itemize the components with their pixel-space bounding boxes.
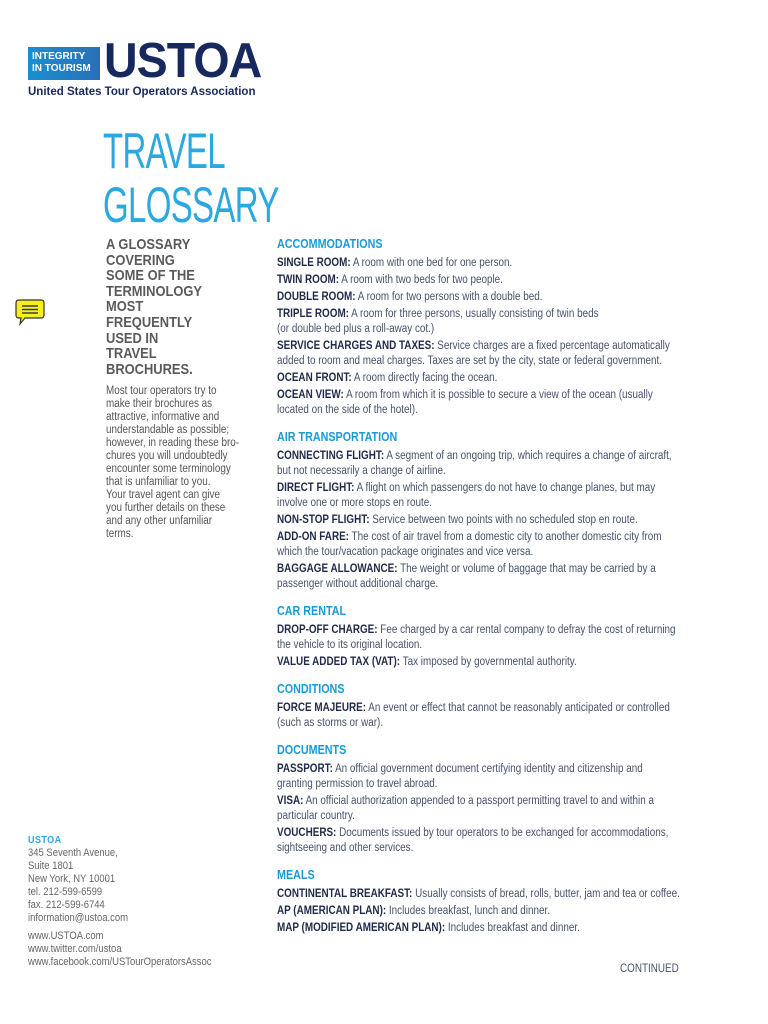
entry-term: NON-STOP FLIGHT: — [277, 514, 370, 526]
glossary-entry — [277, 481, 724, 511]
glossary-section — [277, 236, 724, 418]
glossary-section — [277, 867, 724, 936]
section-heading: DOCUMENTS — [277, 743, 347, 757]
entry-definition: The cost of air travel from a domestic city to another domestic city from which the tour/vacation package originates and vice versa. — [277, 531, 662, 558]
glossary-sections — [277, 236, 724, 947]
entry-definition: Service between two points with no scheduled stop en route. — [369, 514, 638, 526]
continued-label: CONTINUED — [620, 963, 679, 975]
entry-term: VOUCHERS: — [277, 827, 337, 839]
glossary-entry — [277, 449, 724, 479]
entry-term: PASSPORT: — [277, 763, 333, 775]
page-title: TRAVEL GLOSSARY — [103, 123, 279, 233]
entry-term: MAP (MODIFIED AMERICAN PLAN): — [277, 922, 446, 934]
entry-term: OCEAN VIEW: — [277, 389, 344, 401]
glossary-entry — [277, 921, 724, 936]
entry-definition: A room directly facing the ocean. — [351, 372, 498, 384]
entry-term: VALUE ADDED TAX (VAT): — [277, 656, 401, 668]
glossary-entry — [277, 655, 724, 670]
glossary-entry — [277, 887, 724, 902]
glossary-entry — [277, 623, 724, 653]
website-link[interactable]: www.USTOA.com — [28, 930, 104, 942]
entry-definition: A room with two beds for two people. — [339, 274, 503, 286]
logo-wordmark: USTOA — [104, 34, 262, 88]
entry-definition: Includes breakfast and dinner. — [445, 922, 580, 934]
email-link[interactable]: information@ustoa.com — [28, 912, 129, 924]
entry-term: DOUBLE ROOM: — [277, 291, 356, 303]
address-line: New York, NY 10001 — [28, 873, 116, 885]
glossary-entry — [277, 762, 724, 792]
entry-term: VISA: — [277, 795, 304, 807]
entry-definition: Documents issued by tour operators to be exchanged for accommodations, sightseeing and other services. — [277, 827, 669, 854]
entry-definition: Tax imposed by governmental authority. — [400, 656, 577, 668]
entry-term: AP (AMERICAN PLAN): — [277, 905, 387, 917]
entry-term: FORCE MAJEURE: — [277, 702, 367, 714]
glossary-section — [277, 742, 724, 856]
entry-term: CONTINENTAL BREAKFAST: — [277, 888, 413, 900]
glossary-section — [277, 429, 724, 592]
entry-definition: An event or effect that cannot be reasonably anticipated or controlled (such as storms or war). — [277, 702, 670, 729]
entry-definition: Service charges are a fixed percentage automatically added to room and meal charges. Taxes are set by the city, state or federal government. — [277, 340, 670, 367]
glossary-section — [277, 681, 724, 731]
entry-definition: Usually consists of bread, rolls, butter, jam and tea or coffee. — [412, 888, 680, 900]
intro-body: Most tour operators try to make their brochures as attractive, informative and understandable as possible; however, in reading these bro- chures you will undoubtedly encounter some terminology that is unfamiliar to you. Your travel agent can give you further details on these and any other unfamiliar terms. — [106, 385, 240, 540]
glossary-entry — [277, 290, 724, 305]
section-heading: CONDITIONS — [277, 682, 345, 696]
entry-term: TWIN ROOM: — [277, 274, 340, 286]
section-heading: AIR TRANSPORTATION — [277, 430, 398, 444]
glossary-entry — [277, 256, 724, 271]
entry-definition: A flight on which passengers do not have to change planes, but may involve one or more stops en route. — [277, 482, 656, 509]
logo-badge-line2: IN TOURISM — [32, 63, 91, 74]
glossary-entry — [277, 530, 724, 560]
glossary-entry — [277, 273, 724, 288]
address-line: 345 Seventh Avenue, — [28, 847, 118, 859]
phone: tel. 212-599-6599 — [28, 886, 103, 898]
intro-heading: A GLOSSARY COVERING SOME OF THE TERMINOLOGY MOST FREQUENTLY USED IN TRAVEL BROCHURES. — [106, 236, 203, 378]
glossary-section — [277, 603, 724, 670]
logo-subtitle: United States Tour Operators Association — [28, 86, 256, 98]
glossary-entry — [277, 794, 724, 824]
glossary-entry — [277, 388, 724, 418]
glossary-entry — [277, 701, 724, 731]
glossary-entry — [277, 339, 724, 369]
glossary-entry — [277, 307, 724, 337]
address-line: Suite 1801 — [28, 860, 74, 872]
entry-term: DROP-OFF CHARGE: — [277, 624, 378, 636]
entry-definition: A segment of an ongoing trip, which requires a change of aircraft, but not necessarily a change of airline. — [277, 450, 672, 477]
entry-term: TRIPLE ROOM: — [277, 308, 349, 320]
entry-definition: A room for two persons with a double bed. — [355, 291, 543, 303]
entry-definition: The weight or volume of baggage that may be carried by a passenger without additional charge. — [277, 563, 656, 590]
entry-definition: Includes breakfast, lunch and dinner. — [386, 905, 550, 917]
entry-term: OCEAN FRONT: — [277, 372, 352, 384]
address-block — [28, 834, 212, 969]
entry-term: ADD-ON FARE: — [277, 531, 349, 543]
entry-definition: Fee charged by a car rental company to defray the cost of returning the vehicle to its original location. — [277, 624, 676, 651]
logo-badge — [28, 47, 100, 80]
glossary-entry — [277, 904, 724, 919]
entry-term: CONNECTING FLIGHT: — [277, 450, 385, 462]
glossary-entry — [277, 371, 724, 386]
comment-icon[interactable] — [15, 298, 45, 326]
section-heading: ACCOMMODATIONS — [277, 237, 383, 251]
address-org: USTOA — [28, 834, 62, 846]
entry-term: SINGLE ROOM: — [277, 257, 351, 269]
section-heading: CAR RENTAL — [277, 604, 347, 618]
twitter-link[interactable]: www.twitter.com/ustoa — [28, 943, 122, 955]
entry-term: BAGGAGE ALLOWANCE: — [277, 563, 398, 575]
entry-term: SERVICE CHARGES AND TAXES: — [277, 340, 435, 352]
fax: fax. 212-599-6744 — [28, 899, 105, 911]
entry-definition: A room for three persons, usually consisting of twin beds (or double bed plus a roll-away cot.) — [277, 308, 599, 335]
logo-badge-line1: INTEGRITY — [32, 51, 86, 62]
facebook-link[interactable]: www.facebook.com/USTourOperatorsAssoc — [28, 956, 212, 968]
entry-definition: An official government document certifying identity and citizenship and granting permission to travel abroad. — [277, 763, 643, 790]
glossary-entry — [277, 562, 724, 592]
entry-definition: A room with one bed for one person. — [350, 257, 513, 269]
glossary-entry — [277, 826, 724, 856]
entry-term: DIRECT FLIGHT: — [277, 482, 355, 494]
entry-definition: An official authorization appended to a passport permitting travel to and within a particular country. — [277, 795, 654, 822]
glossary-entry — [277, 513, 724, 528]
entry-definition: A room from which it is possible to secure a view of the ocean (usually located on the side of the hotel). — [277, 389, 653, 416]
section-heading: MEALS — [277, 868, 315, 882]
